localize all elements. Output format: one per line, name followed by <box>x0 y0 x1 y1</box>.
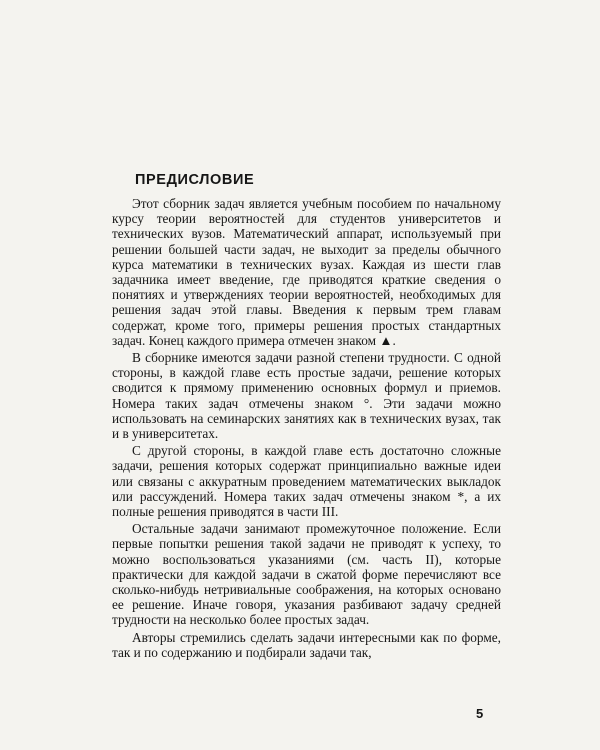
page-number: 5 <box>476 706 484 721</box>
paragraph-4: Остальные задачи занимают промежуточное положение. Если первые попытки решения такой задачи не приводят к успеху, то можно воспользоваться указаниями (см. часть II), которые практически для каждой задачи в сжатой форме перечисляют все сколько-нибудь нетривиальные соображения, на которых основано ее решение. Иначе говоря, указания разбивают задачу средней трудности на несколько более простых задач. <box>112 521 501 628</box>
paragraph-5: Авторы стремились сделать задачи интересными как по форме, так и по содержанию и подбирали задачи так, <box>112 629 501 660</box>
paragraph-2: В сборнике имеются задачи разной степени трудности. С одной стороны, в каждой главе есть простые задачи, решение которых сводится к прямому применению основных формул и приемов. Номера таких задач отмечены знаком °. Эти задачи можно использовать на семинарских занятиях как в технических вузах, так и в университетах. <box>112 350 501 442</box>
page-title: ПРЕДИСЛОВИЕ <box>135 172 255 188</box>
body-text <box>112 196 501 662</box>
paragraph-3: С другой стороны, в каждой главе есть достаточно сложные задачи, решения которых содержат принципиально важные идеи или связаны с аккуратным проведением математических выкладок или рассуждений. Номера таких задач отмечены знаком *, а их полные решения приводятся в части III. <box>112 443 501 520</box>
paragraph-1: Этот сборник задач является учебным пособием по начальному курсу теории вероятностей для студентов университетов и технических вузов. Математический аппарат, используемый при решении большей части задач, не выходит за пределы обычного курса математики в технических вузах. Каждая из шести глав задачника имеет введение, где приводятся краткие сведения о понятиях и утверждениях теории вероятностей, необходимых для решения задач этой главы. Введения к первым трем главам содержат, кроме того, примеры решения простых стандартных задач. Конец каждого примера отмечен знаком ▲. <box>112 196 501 348</box>
